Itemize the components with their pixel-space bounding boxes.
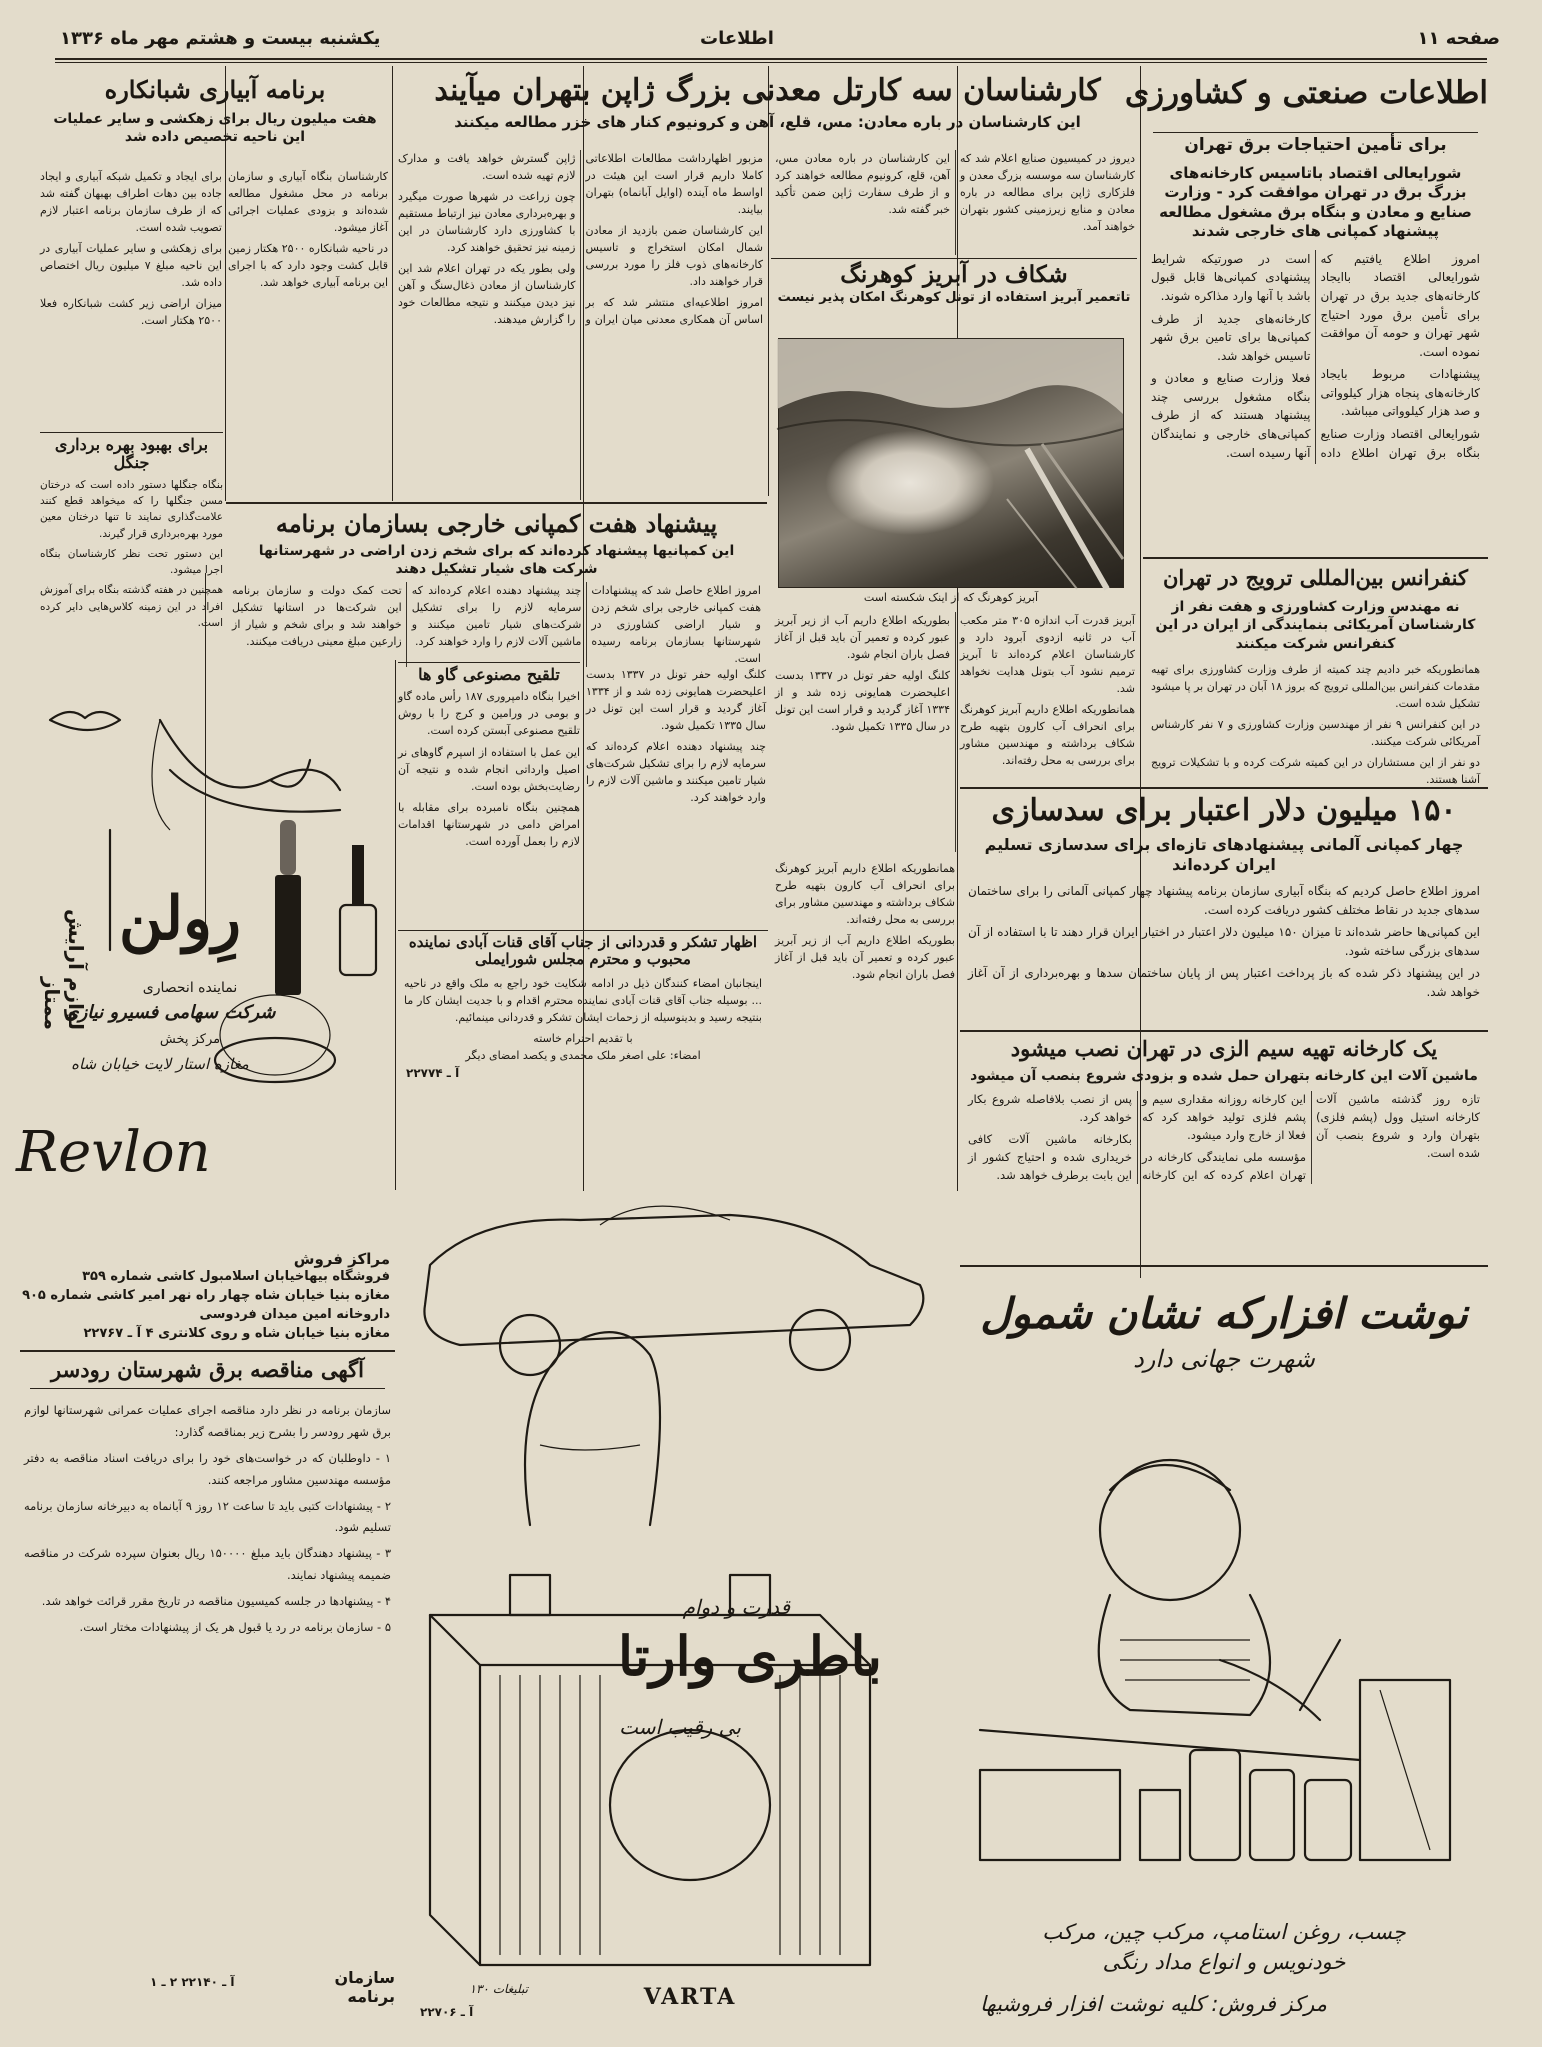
center-address: مغازه استار لایت خیابان شاه xyxy=(71,1055,249,1073)
article-subheadline: این کمپانیها پیشنهاد کرده‌اند که برای شخم زدن اراضی در شهرستانها xyxy=(258,542,735,559)
article-body xyxy=(398,688,580,849)
paragraph: شورایعالی اقتصاد وزارت صنایع بنگاه برق تهران اطلاع داده است در صورتیکه شرایط پیشنهادی کمپانی‌ها قابل قبول باشد با آنها وارد مذاکره شوند. xyxy=(1151,251,1480,460)
article-subheadline: ماشین آلات این کارخانه بتهران حمل شده و بزودی شروع بنصب آن میشود xyxy=(970,1068,1478,1085)
article-subheadline: تاتعمیر آبریز استفاده از تونل کوهرنگ امکان پذیر نیست xyxy=(777,290,1131,305)
varta-artist: تبلیغات ۱۳۰ xyxy=(469,1982,528,1996)
paragraph: امروز اطلاع یافتیم که شورایعالی اقتصاد باایجاد کارخانه‌های جدید برق در تهران برای تأمین برق مورد احتیاج شهر تهران و حومه آن موافقت نموده است. xyxy=(1320,251,1480,359)
shomul-products: چسب، روغن استامپ، مرکب چین، مرکب xyxy=(1042,1920,1406,1944)
center-label: مرکز پخش xyxy=(159,1032,221,1047)
paragraph: تازه روز گذشته ماشین آلات کارخانه استیل وول (پشم فلزی) بتهران وارد و شروع بنصب آن شده است. xyxy=(1316,1092,1480,1160)
column-rule xyxy=(392,66,393,501)
article-headline: اظهار تشکر و قدردانی از جناب آقای قنات آبادی نماینده محبوب و محترم مجلس شورایملی xyxy=(408,933,758,969)
article-body xyxy=(40,477,223,631)
varta-advertisement xyxy=(400,1195,955,2025)
paragraph: ۱ - داوطلبان که در خواست‌های خود را برای دریافت اسناد مناقصه به دفتر مؤسسه مهندسین مشاور مراجعه کنند. xyxy=(24,1450,391,1487)
paragraph: مؤسسه ملی نمایندگی کارخانه در تهران اعلام کرده که این کارخانه پس از نصب بلافاصله شروع بکار خواهد کرد. xyxy=(968,1092,1306,1182)
paper-name: اطلاعات xyxy=(700,28,774,49)
shomul-products-2: خودنویس و انواع مداد رنگی xyxy=(1102,1950,1346,1974)
article-headline: ۱۵۰ میلیون دلار اعتبار برای سدسازی xyxy=(991,793,1457,828)
masthead-rule xyxy=(55,58,1487,60)
revlon-brand-fa: رِولن xyxy=(119,884,241,954)
paragraph: سازمان برنامه در نظر دارد مناقصه اجرای عملیات عمرانی شهرستانها لوازم برق شهر رودسر را بشرح زیر بمناقصه گذارد: xyxy=(24,1403,391,1439)
varta-brand: باطری وارتا xyxy=(618,1624,882,1688)
paragraph: همانطوریکه اطلاع داریم آبریز کوهرنگ برای انحراف آب کارون بتهیه طرح شکاف برداشته و مهندسین مشاور برای بررسی به محل رفته‌اند. xyxy=(960,703,1135,768)
paragraph: این عمل با استفاده از اسپرم گاوهای نر اصیل وارداتی انجام شده و نتیجه آن رضایت‌بخش بوده است. xyxy=(398,745,580,793)
article-thanks xyxy=(398,934,768,1189)
article-subheadline: چهار کمپانی آلمانی پیشنهادهای تازه‌ای برای سدسازی تسلیم ایران کرده‌اند xyxy=(984,834,1464,875)
article-body xyxy=(232,582,761,667)
article-subheadline: برای تأمین احتیاجات برق تهران xyxy=(1184,134,1447,155)
paragraph: برای ایجاد و تکمیل شبکه آبیاری و ایجاد جاده بین دهات اطراف بهبهان گفته شد که از طرف سازمان برنامه اعتبار لازم تصویب شده است. xyxy=(40,170,222,235)
paragraph: بنگاه جنگلها دستور داده است که درختان مسن جنگلها را که میخواهد قطع کنند علامت‌گذاری نمایند تا تنها درختان معین مورد بهره‌برداری قرار گیرند. xyxy=(40,478,223,540)
paragraph: ۲ - پیشنهادات کتبی باید تا ساعت ۱۲ روز ۹ آبانماه به دبیرخانه سازمان برنامه تسلیم شود. xyxy=(24,1498,392,1535)
paragraph: چند پیشنهاد دهنده اعلام کرده‌اند که سرمایه لازم را برای تشکیل شرکت‌های شیار تامین میکنند و ماشین آلات لازم را وارد خواهند کرد. xyxy=(411,583,582,649)
agent-label: نماینده انحصاری xyxy=(142,980,238,996)
article-wire-factory xyxy=(960,1033,1488,1263)
article-body xyxy=(775,612,1135,852)
notice-signature: سازمان برنامه xyxy=(334,1968,395,2006)
paragraph: مزبور اظهارداشت مطالعات اطلاعاتی کاملا داریم قرار است این هیئت در اواسط ماه آینده (اوایل آبانماه) بتهران بیایند. xyxy=(585,152,763,217)
paragraph: ۵ - سازمان برنامه در رد یا قبول هر یک از پیشنهادات مختار است. xyxy=(79,1619,391,1634)
paragraph: در این پیشنهاد ذکر شده که باز پرداخت اعتبار پس از پایان ساختمان سدها و بهره‌برداری از آن آغاز خواهد شد. xyxy=(968,966,1480,1000)
varta-logo: VARTA xyxy=(643,1984,737,2010)
article-headline: کارشناسان سه کارتل معدنی بزرگ ژاپن بتهران میآیند xyxy=(434,73,1101,108)
dam-photo-illustration xyxy=(777,339,1123,589)
article-body xyxy=(398,150,763,500)
article-body xyxy=(40,168,222,428)
masthead-rule-thin xyxy=(55,62,1487,63)
article-headline: برای بهبود بهره برداری جنگل xyxy=(54,435,209,473)
paragraph: کلنگ اولیه حفر تونل در ۱۳۳۷ بدست اعلیحضرت همایونی زده شد و از ۱۳۳۴ آغاز گردید و قرار است این تونل در سال ۱۳۳۵ تکمیل شود. xyxy=(586,668,766,733)
paragraph: در ناحیه شبانکاره ۲۵۰۰ هکتار زمین قابل کشت وجود دارد که با اجرای این برنامه آبیاری خواهد شد. xyxy=(228,242,388,290)
article-industrial-news xyxy=(1124,70,1488,560)
paragraph: کارشناسان بنگاه آبیاری و سازمان برنامه در محل مشغول مطالعه شده‌اند و بزودی عملیات اجرائی آغاز میشود. xyxy=(228,170,388,235)
agent-name: شرکت سهامی فسیرو نیازی xyxy=(64,1002,276,1023)
paragraph: امروز اطلاع حاصل کردیم که بنگاه آبیاری سازمان برنامه پیشنهاد چهار کمپانی آلمانی را برای ساختمان سدهای جدید در نقاط مختلف کشور دریافت کرده است. xyxy=(968,884,1480,917)
dam-photo xyxy=(778,338,1124,588)
varta-slogan: قدرت و دوام xyxy=(682,1595,790,1619)
article-subheadline: نه مهندس وزارت کشاورزی و هفت نفر از کارشناسان آمریکائی بنمایندگی از ایران در این کنفرانس شرکت میکنند xyxy=(1155,599,1476,652)
issue-date: یکشنبه بیست و هشتم مهر ماه ۱۳۳۶ xyxy=(60,28,381,49)
article-headline: شکاف در آبریز کوهرنگ xyxy=(840,261,1068,288)
article-subheadline: این کارشناسان در باره معادن: مس، قلع، آهن و کرونیوم کنار های خزر مطالعه میکنند xyxy=(454,112,1081,131)
paragraph: چون زراعت در شهرها صورت میگیرد و بهره‌برداری معادن نیز ارتباط مستقیم با کشاورزی دارد کارشناسان در این زمینه نیز تحقیق خواهند کرد. xyxy=(398,190,576,255)
article-body xyxy=(228,168,388,498)
paragraph: دیروز در کمیسیون صنایع اعلام شد که کارشناسان سه موسسه بزرگ معدن و فلزکاری ژاپن برای مطالعه در باره معادن و منابع زیرزمینی کشور بتهران خواهند آمد. xyxy=(960,152,1135,234)
divider xyxy=(398,930,768,931)
paragraph: همانطوریکه اطلاع داریم آبریز کوهرنگ برای انحراف آب کارون بتهیه طرح شکاف برداشته و مهندسین مشاور برای بررسی به محل رفته‌اند. xyxy=(775,862,955,927)
paragraph: برای زهکشی و سایر عملیات آبیاری در این ناحیه مبلغ ۷ میلیون ریال اختصاص داده شد. xyxy=(40,242,222,290)
paragraph: میزان اراضی زیر کشت شبانکاره فعلا ۲۵۰۰ هکتار است. xyxy=(40,297,222,328)
article-subheadline: شرکت های شیار تشکیل دهند xyxy=(395,560,598,577)
paragraph: همچنین بنگاه نامبرده برای مقابله با امراض دامی در شهرستانها اقدامات لازم را بعمل آورده است. xyxy=(398,800,580,848)
paragraph: بکارخانه ماشین آلات کافی خریداری شده و احتیاج کشور از این بابت برطرف خواهد شد. xyxy=(968,1131,1132,1182)
paragraph: همچنین در هفته گذشته بنگاه برای آموزش افراد در این زمینه کلاس‌هایی دایر کرده است. xyxy=(40,584,223,629)
signatures: امضاء: علی اصغر ملک محمدی و یکصد امضای دیگر xyxy=(465,1048,701,1062)
article-body xyxy=(1151,661,1480,788)
column-rule xyxy=(395,660,396,1190)
divider xyxy=(1143,557,1488,559)
closing-text: با تقدیم احترام خاسته xyxy=(533,1031,633,1045)
store-item: داروخانه امین میدان فردوسی xyxy=(199,1306,390,1322)
article-body xyxy=(968,1091,1480,1184)
paragraph: ۴ - پیشنهادها در جلسه کمیسیون مناقصه در تاریخ مقرر قرائت خواهد شد. xyxy=(41,1593,391,1608)
notice-headline: آگهی مناقصه برق شهرستان رودسر xyxy=(51,1357,364,1382)
article-subheadline: شورایعالی اقتصاد باتاسیس کارخانه‌های بزرگ برق در تهران موافقت کرد - وزارت صنایع و معادن و بنگاه برق مشغول مطالعه پیشنهاد کمپانی های خارجی شدند xyxy=(1159,163,1472,241)
article-headline: یک کارخانه تهیه سیم‌ الزی در تهران نصب میشود xyxy=(1010,1036,1438,1061)
store-item: مغازه بنیا خیابان شاه چهار راه نهر امیر کاشی شماره ۹۰۵ xyxy=(22,1287,390,1303)
photo-caption: آبریز کوهرنگ که از اینک شکسته است xyxy=(863,591,1039,604)
paragraph: کارخانه‌های جدید از طرف کمپانی‌ها برای تامین برق شهر تاسیس خواهد شد. xyxy=(1151,311,1311,363)
article-body: اینجانبان امضاء کنندگان ذیل در ادامه شکایت خود راجع به ملک واقع در ناحیه ... بوسیله جناب آقای قنات آبادی نماینده محترم اقدام و با جدیت ایشان کار ما بنتیجه رسید و بدینوسیله از زحمات ایشان تشکر و قدردانی مینمائیم. xyxy=(404,976,762,1024)
paragraph: ولی بطور یکه در تهران اعلام شد این کارشناسان از معادن ذغال‌سنگ و آهن نیز دیدن میکنند و نتیجه مطالعات خود را گزارش میدهند. xyxy=(398,262,576,327)
store-item: مغازه بنیا خیابان شاه و روی کلانتری ۴ آ ـ ۲۲۷۶۷ xyxy=(83,1325,390,1341)
paragraph: این کارخانه روزانه مقداری سیم و پشم فلزی تولید خواهد کرد که فعلا از خارج وارد میشود. xyxy=(1142,1092,1306,1142)
paragraph: این دستور تحت نظر کارشناسان بنگاه اجرا میشود. xyxy=(40,547,223,577)
divider xyxy=(398,662,580,663)
article-headline: کنفرانس بین‌المللی ترویج در تهران xyxy=(1162,565,1469,590)
notice-body xyxy=(24,1400,391,1638)
divider xyxy=(20,1350,395,1352)
article-extension-conference xyxy=(1143,562,1488,787)
paragraph: همانطوریکه خبر دادیم چند کمیته از طرف وزارت کشاورزی برای تهیه مقدمات کنفرانس بین‌المللی ترویج که بروز ۱۸ آبان در تهران بر پا میشود تشکیل شده است. xyxy=(1151,662,1480,710)
revlon-brand-en: Revlon xyxy=(16,1120,211,1185)
store-item: فروشگاه بیهاخیابان اسلامبول کاشی شماره ۳۵۹ xyxy=(82,1269,390,1284)
article-body xyxy=(775,150,1135,255)
paragraph: این کارشناسان در باره معادن مس، آهن، قلع، کرونیوم مطالعه خواهند کرد و از طرف سفارت ژاپن ضمن تأکید خبر گفته شد. xyxy=(775,152,950,217)
divider xyxy=(960,1265,1488,1267)
divider xyxy=(1153,132,1478,133)
article-forest xyxy=(40,435,223,629)
paragraph: آبریز قدرت آب اندازه ۳۰۵ متر مکعب آب در ثانیه ازدوی آبرود دارد و کارشناسان اعلام کرده‌اند تا آبریز ترمیم نشود آب بتونل هدایت نخواهد شد. xyxy=(960,614,1135,696)
article-subheadline: هفت میلیون ریال برای زهکشی و سایر عملیات این ناحیه تخصیص داده شد xyxy=(53,110,377,145)
paragraph: پیشنهادات مربوط بایجاد کارخانه‌های پنجاه هزار کیلوواتی و صد هزار کیلوواتی میباشد. xyxy=(1320,367,1480,419)
paragraph: چند پیشنهاد دهنده اعلام کرده‌اند که سرمایه لازم را برای تشکیل شرکت‌های شیار تامین میکنند و ماشین آلات لازم را وارد خواهند کرد. xyxy=(586,740,766,805)
shomul-subline: شهرت جهانی دارد xyxy=(1133,1345,1315,1374)
divider xyxy=(40,432,223,433)
article-body-continued xyxy=(775,860,955,1190)
divider xyxy=(226,502,767,504)
shomul-advertisement xyxy=(960,1270,1488,2030)
paragraph: این کمپانی‌ها حاضر شده‌اند تا میزان ۱۵۰ میلیون دلار اعتبار در اختیار ایران قرار دهند تا با استفاده از آن سدهای بزرگی ساخته شود. xyxy=(968,925,1480,958)
paragraph: بطوریکه اطلاع داریم آب از زیر آبریز عبور کرده و تعمیر آن باید قبل از آغاز فصل باران انجام شود. xyxy=(775,614,950,662)
shomul-headline: نوشت افزارکه نشان شمول xyxy=(980,1289,1468,1338)
article-body xyxy=(968,882,1480,1002)
article-body xyxy=(1151,250,1480,465)
ad-code: آ ـ ۲۲۷۷۴ xyxy=(406,1065,460,1080)
notice-codes: آ ـ ۲۲۱۴۰ ۲ ـ ۱ xyxy=(150,1975,235,1989)
varta-tagline: بی رقیب است xyxy=(619,1715,741,1739)
paragraph: امروز اطلاع حاصل شد که پیشنهادات هفت کمپانی خارجی برای شخم زدن و شیار اراضی کشاورزی در شهرستانها بسازمان برنامه رسیده است. xyxy=(591,583,761,666)
paragraph: امروز اطلاعیه‌ای منتشر شد که بر اساس آن همکاری معدنی میان ایران و ژاپن گسترش خواهد یافت و مدارک لازم تهیه شده است. xyxy=(398,152,763,327)
page-number: صفحه ۱۱ xyxy=(1417,28,1500,49)
revlon-advertisement xyxy=(10,660,395,1300)
dist-label: مراکز فروش xyxy=(293,1250,390,1268)
shomul-distributor: مرکز فروش: کلیه نوشت افزار فروشیها xyxy=(980,1992,1327,2016)
article-headline: برنامه آبیاری شبانکاره xyxy=(104,75,326,104)
paragraph: دو نفر از این مستشاران در این کمیته شرکت کرده و با تشکیلات ترویج آشنا هستند. xyxy=(1151,755,1480,786)
article-headline: تلقیح مصنوعی گاو ها xyxy=(418,665,560,684)
article-body-continued xyxy=(586,666,766,926)
ad-code: آ ـ ۲۲۷۰۶ xyxy=(420,2005,474,2019)
boy-drawing-illustration xyxy=(960,1380,1488,1900)
tender-notice xyxy=(20,1354,395,1994)
article-foreign-companies xyxy=(226,506,767,666)
paragraph: بطوریکه اطلاع داریم آب از زیر آبریز عبور کرده و تعمیر آن باید قبل از آغاز فصل باران انجام شود. xyxy=(775,934,955,982)
divider xyxy=(771,258,1137,259)
paragraph: اخیرا بنگاه دامپروری ۱۸۷ رأس ماده گاو و بومی در ورامین و کرج را با روش تلقیح مصنوعی آبستن کرده است. xyxy=(398,690,580,738)
paragraph: کلنگ اولیه حفر تونل در ۱۳۳۷ بدست اعلیحضرت همایونی زده شد و از ۱۳۳۴ آغاز گردید و قرار است این تونل در سال ۱۳۳۵ تکمیل شود. xyxy=(775,669,950,734)
paragraph: این کارشناسان ضمن بازدید از معادن شمال امکان استخراج و تاسیس کارخانه‌های ذوب فلز را مورد بررسی قرار خواهند داد. xyxy=(585,224,763,289)
article-insemination xyxy=(398,666,580,926)
paragraph: فعلا وزارت صنایع و معادن و بنگاه مشغول بررسی چند پیشنهاد هستند که از طرف کمپانی‌های خارجی و نمایندگان آنها رسیده است. xyxy=(1151,371,1311,460)
paragraph: ۳ - پیشنهاد دهندگان باید مبلغ ۱۵۰۰۰۰ ریال بعنوان سپرده شرکت در مناقصه ضمیمه پیشنهاد نمایند. xyxy=(24,1546,392,1583)
divider xyxy=(960,1030,1488,1032)
paragraph: در این کنفرانس ۹ نفر از مهندسین وزارت کشاورزی و ۷ نفر کارشناس آمریکائی شرکت میکنند. xyxy=(1151,717,1480,748)
revlon-vertical-text: لوازم آرایش ممتاز xyxy=(40,908,88,1030)
revlon-stores xyxy=(20,1268,390,1343)
article-headline: پیشنهاد هفت کمپانی خارجی بسازمان برنامه xyxy=(275,509,718,538)
paragraph: تحت کمک دولت و سازمان برنامه این شرکت‌ها در استانها تشکیل خواهند شد و برای شخم و شیار از زارعین مبلغ معینی دریافت میکنند. xyxy=(232,583,402,649)
divider xyxy=(30,1388,385,1389)
article-headline: اطلاعات صنعتی و کشاورزی xyxy=(1124,75,1488,111)
